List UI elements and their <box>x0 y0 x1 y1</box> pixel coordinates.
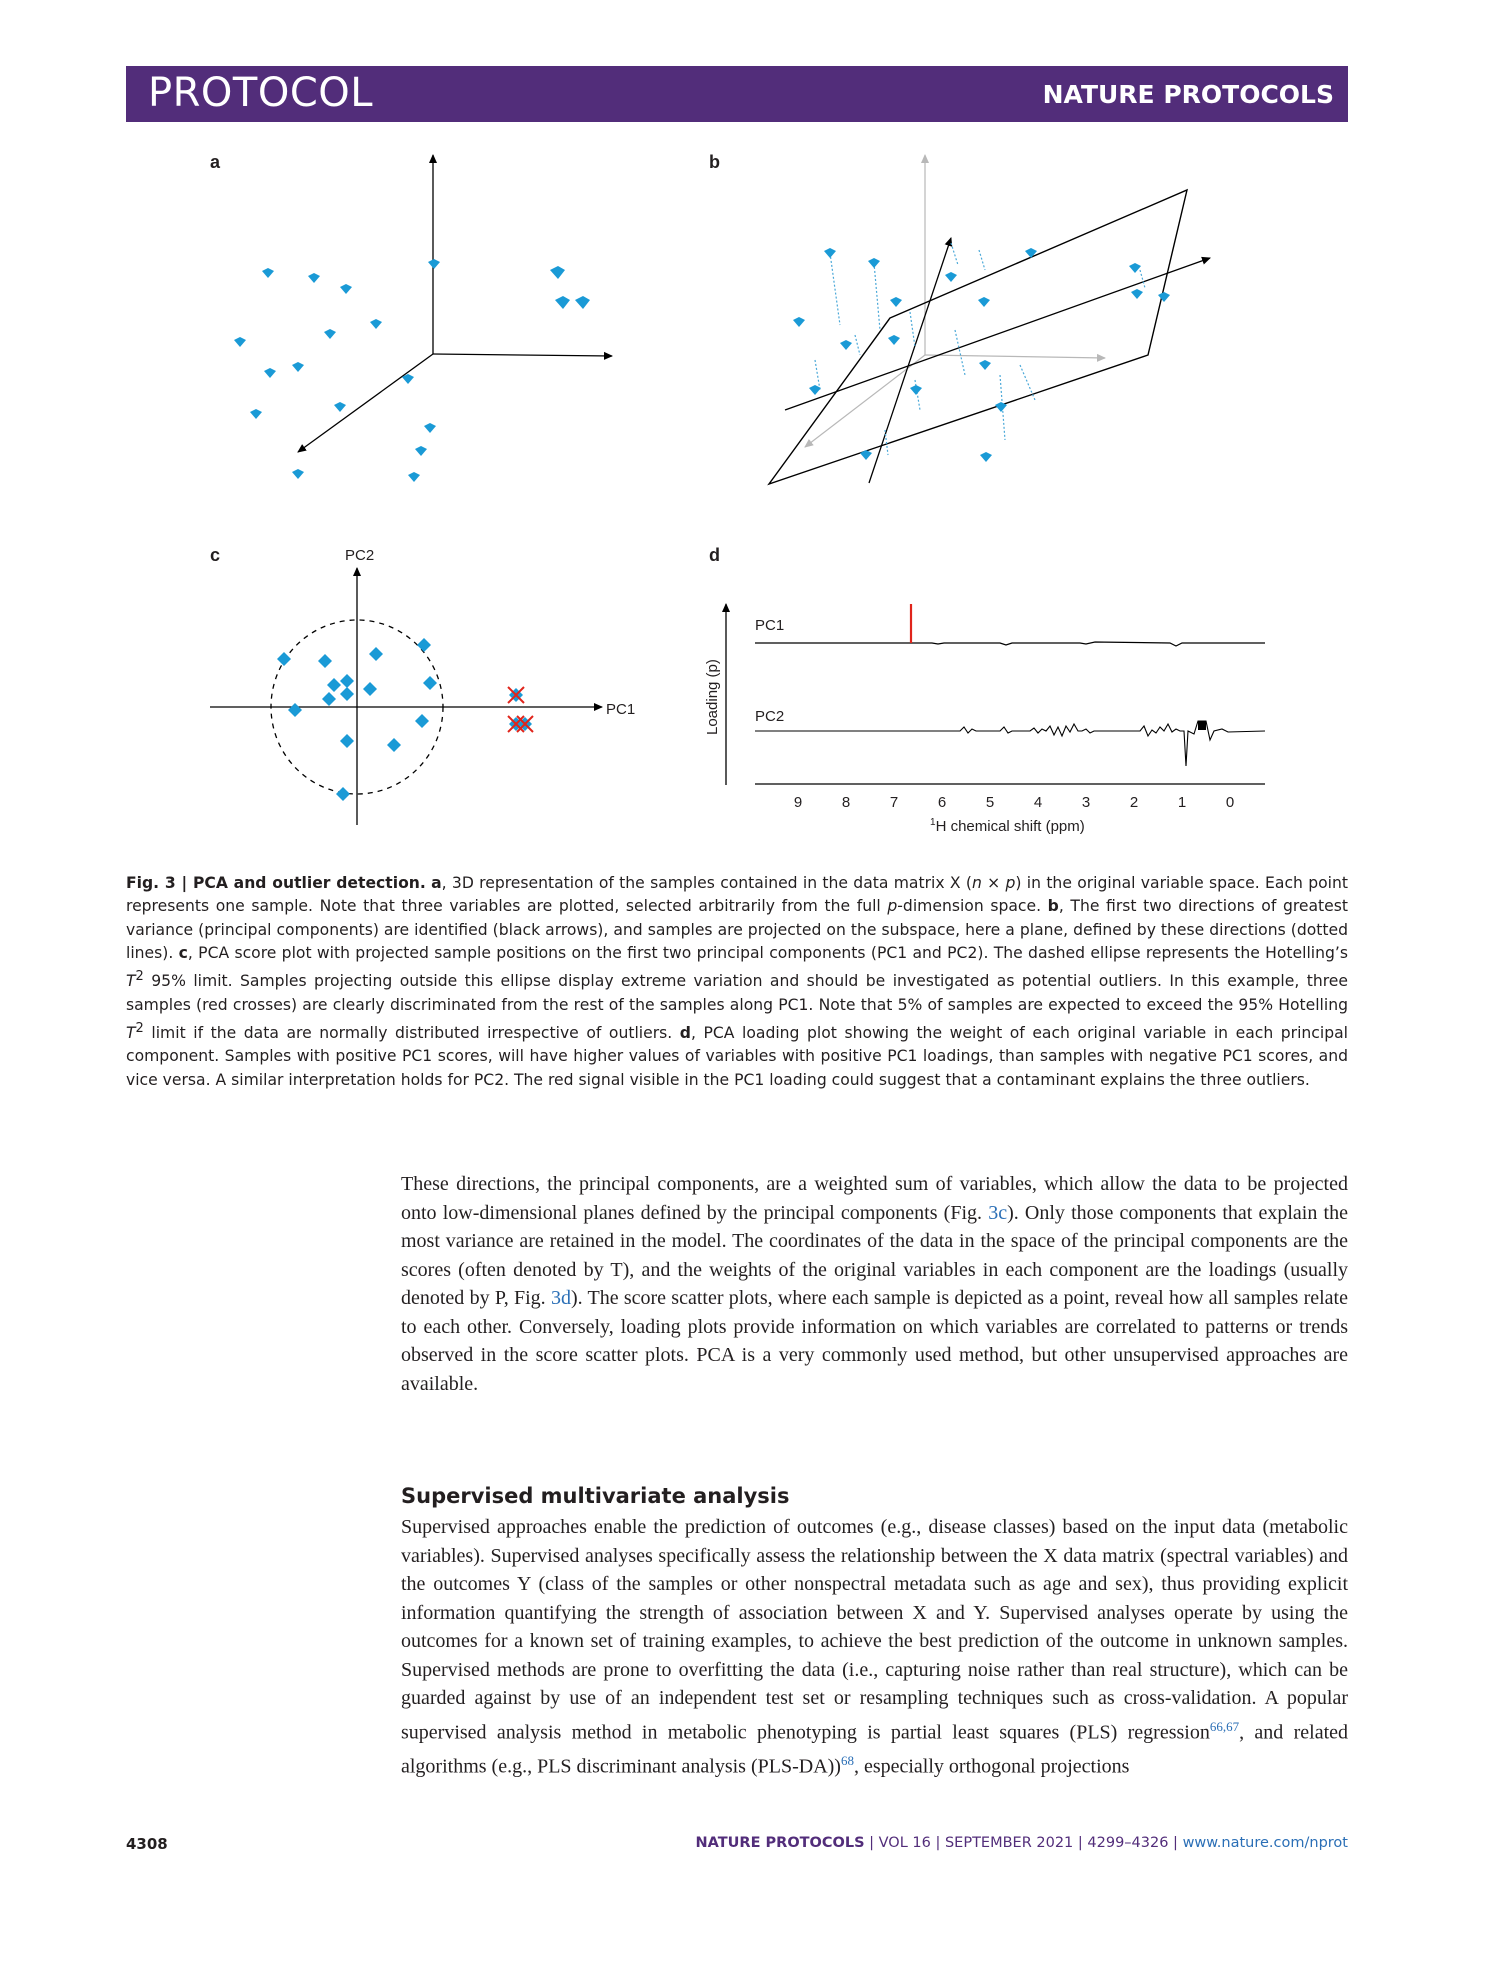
panel-label-d: d <box>709 545 720 565</box>
score-point <box>340 674 354 688</box>
footer-volume: | VOL 16 | SEPTEMBER 2021 | 4299–4326 | <box>864 1835 1183 1851</box>
caption-a-label: a <box>431 874 442 892</box>
score-plot-x-axis-label: PC1 <box>606 701 636 718</box>
section-heading: Supervised multivariate analysis <box>401 1484 790 1508</box>
figure-link-3d[interactable]: 3d <box>550 1287 571 1309</box>
sample-points <box>234 259 590 482</box>
caption-d-label: d <box>679 1024 691 1043</box>
page-number: 4308 <box>126 1835 168 1853</box>
caption-fig-label: Fig. 3 | PCA and outlier detection. <box>126 874 426 892</box>
pc2-loading-line <box>755 721 1265 766</box>
panel-label-a: a <box>210 152 221 172</box>
projection-plane <box>769 190 1187 484</box>
x-axis-label-text: H chemical shift (ppm) <box>935 818 1085 835</box>
journal-name: NATURE PROTOCOLS <box>1042 80 1334 109</box>
loading-y-axis-label: Loading (p) <box>704 659 721 735</box>
score-plot-y-axis-label: PC2 <box>345 547 375 564</box>
tick-label-0: 0 <box>1225 794 1235 811</box>
figure-caption: Fig. 3 | PCA and outlier detection. a, 3D representation of the samples contained in the data matrix X (n × p) in the original variable space. Each point represents one sample. Note that three variables are plotted, selected arbitrarily from the full p-dimension space. b, The first two directions of greatest variance (principal components) are identified (black arrows), and samples are projected on the subspace, here a plane, defined by these directions (dotted lines). c, PCA score plot with projected sample positions on the first two principal components (PC1 and PC2). The dashed ellipse represents the Hotelling’s $T^2$ 95% limit. Samples projecting outside this ellipse display extreme variation and should be investigated as potential outliers. In this example, three samples (red crosses) are clearly discriminated from the rest of the samples along PC1. Note that 5% of samples are expected to exceed the 95% Hotelling $T^2$ limit if the data are normally distributed irrespective of outliers. d, PCA loading plot showing the weight of each original variable in each principal component. Samples with positive PC1 scores, will have higher values of variables with positive PC1 loadings, than samples with negative PC1 scores, and vice versa. A similar interpretation holds for PC2. The red signal visible in the PC1 loading could suggest that a contaminant explains the three outliers. <box>126 874 1349 1089</box>
caption-b-label: b <box>1047 897 1059 916</box>
score-point <box>340 687 354 701</box>
panel-d-loading-plot <box>700 590 1280 850</box>
pc2-dense-signal <box>1198 721 1206 730</box>
panel-c-score-plot <box>200 547 660 840</box>
score-point <box>288 703 302 717</box>
tick-label-3: 3 <box>1081 794 1091 811</box>
tick-label-5: 5 <box>985 794 995 811</box>
score-point <box>417 638 431 652</box>
score-point <box>277 652 291 666</box>
tick-label-1: 1 <box>1177 794 1187 811</box>
panel-label-b: b <box>709 152 720 172</box>
projection-lines <box>815 243 1145 455</box>
pc1-loading-line <box>755 604 1265 646</box>
score-point <box>336 787 350 801</box>
citation-link-66-67[interactable]: 66,67 <box>1209 1718 1240 1734</box>
original-axes <box>805 155 1105 447</box>
score-point <box>318 654 332 668</box>
score-point <box>415 714 429 728</box>
panel-a-3d-scatter <box>220 150 640 500</box>
footer-citation <box>696 1835 1348 1851</box>
score-point <box>322 692 336 706</box>
score-point <box>387 738 401 752</box>
tick-label-7: 7 <box>889 794 899 811</box>
score-point <box>327 678 341 692</box>
body-paragraph-1: These directions, the principal components, are a weighted sum of variables, which allow the data to be projected onto low-dimensional planes defined by the principal components (Fig. 3c). Only those components that explain the most variance are retained in the model. The coordinates of the data in the space of the principal components are the scores (often denoted by T), and the weights of the original variables in each component are the loadings (usually denoted by P, Fig. 3d). The score scatter plots, where each sample is depicted as a point, reveal how all samples relate to each other. Conversely, loading plots provide information on which variables are correlated to patterns or trends observed in the score scatter plots. PCA is a very commonly used method, but other unsupervised approaches are available. <box>401 1173 1348 1395</box>
panel-b-projection-plane <box>755 150 1235 500</box>
principal-component-arrows <box>785 238 1210 483</box>
score-point <box>340 734 354 748</box>
loading-x-axis-label <box>930 817 1085 835</box>
x-axis-label-superscript: 1 <box>930 817 936 828</box>
journal-url-link[interactable]: www.nature.com/nprot <box>1182 1835 1348 1851</box>
score-point <box>423 676 437 690</box>
section-label: PROTOCOL <box>148 70 374 116</box>
tick-label-9: 9 <box>793 794 803 811</box>
tick-label-8: 8 <box>841 794 851 811</box>
score-point <box>369 647 383 661</box>
panel-label-c: c <box>210 545 221 565</box>
tick-label-6: 6 <box>937 794 947 811</box>
score-point <box>363 682 377 696</box>
body-paragraph-2: Supervised approaches enable the prediction of outcomes (e.g., disease classes) based on the input data (metabolic variables). Supervised analyses specifically assess the relationship between the X data matrix (spectral variables) and the outcomes Y (class of the samples or other nonspectral metadata such as age and sex), thus providing explicit information quantifying the strength of association between X and Y. Supervised analyses operate by using the outcomes for a known set of training examples, to achieve the best prediction of the outcome in unknown samples. Supervised methods are prone to overfitting the data (i.e., capturing noise rather than real structure), which can be guarded against by use of an independent test set or resampling techniques such as cross-validation. A popular supervised analysis method in metabolic phenotyping is partial least squares (PLS) regression$^{66,67}$, and related algorithms (e.g., PLS discriminant analysis (PLS-DA))$^{68}$, especially orthogonal projections <box>401 1516 1348 1778</box>
tick-label-2: 2 <box>1129 794 1139 811</box>
footer-journal: NATURE PROTOCOLS <box>695 1835 865 1851</box>
loading-series-label-pc2: PC2 <box>755 708 785 725</box>
citation-link-68[interactable]: 68 <box>840 1752 854 1768</box>
journal-header-band <box>126 66 1348 122</box>
figure-link-3c[interactable]: 3c <box>988 1201 1008 1224</box>
tick-label-4: 4 <box>1033 794 1043 811</box>
loading-x-ticks <box>794 794 1234 811</box>
caption-c-label: c <box>178 943 188 962</box>
loading-series-label-pc1: PC1 <box>755 617 785 634</box>
projected-points <box>793 248 1170 462</box>
